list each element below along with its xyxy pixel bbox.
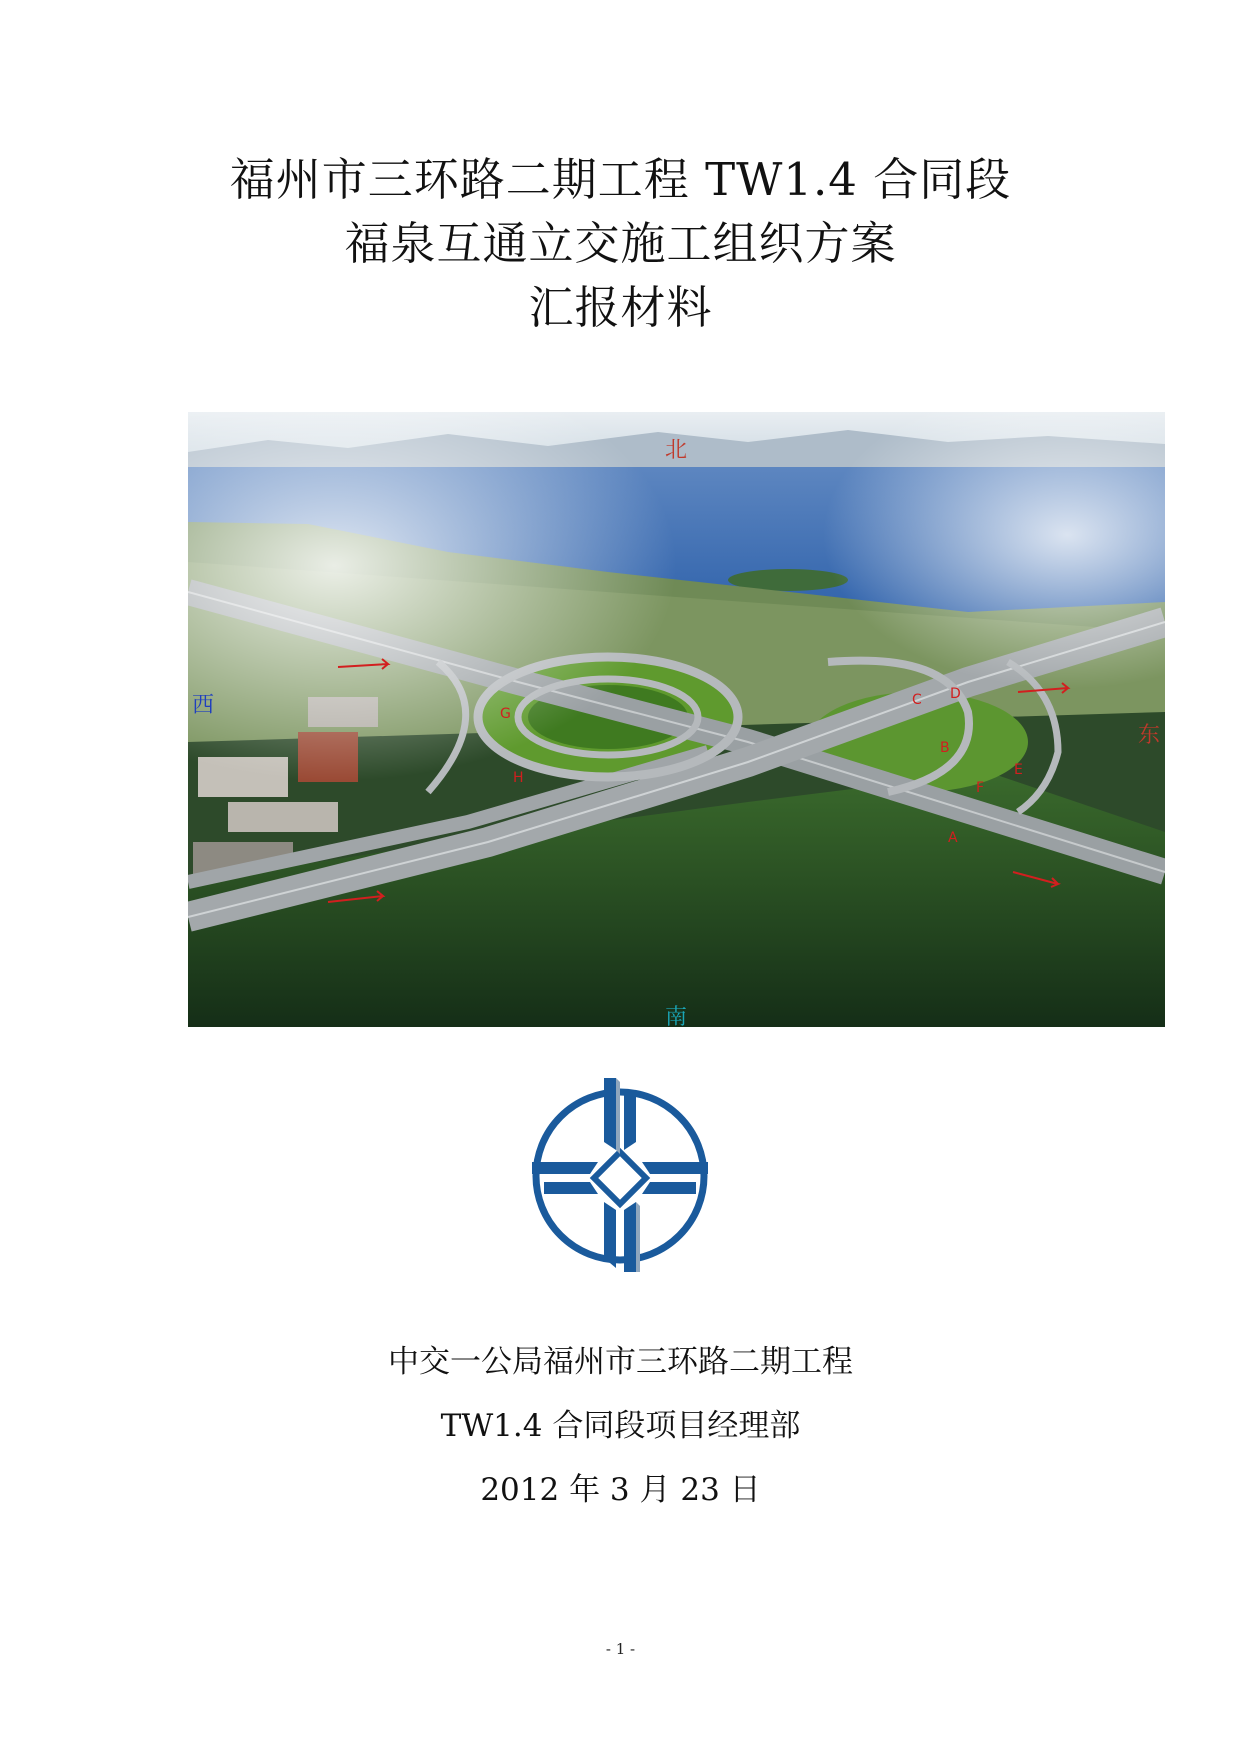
title-line-3: 汇报材料 [528,281,713,334]
organization-line: 中交一公局福州市三环路二期工程 [388,1344,853,1380]
ramp-label-e: E [1014,762,1023,778]
cover-title [0,148,1241,340]
compass-south: 南 [664,1005,688,1027]
interchange-aerial-image [188,412,1165,1027]
title-line-1: 福州市三环路二期工程 TW1.4 合同段 [229,153,1012,206]
department-line: TW1.4 合同段项目经理部 [440,1408,801,1444]
ramp-label-g: G [500,706,511,722]
ramp-label-f: F [976,780,985,796]
ramp-label-d: D [950,686,961,702]
compass-west: 西 [192,693,215,718]
company-logo [520,1072,720,1272]
title-line-2: 福泉互通立交施工组织方案 [344,217,897,270]
ccccltd-cross-logo-icon [520,1072,720,1272]
ramp-label-b: B [940,740,950,756]
date-line: 2012 年 3 月 23 日 [480,1472,761,1508]
page-number: - 1 - [605,1640,636,1658]
compass-north: 北 [664,438,688,463]
cover-footer [0,1330,1241,1522]
ramp-label-h: H [513,770,524,786]
ramp-label-c: C [912,692,922,708]
ramp-label-a: A [948,830,958,846]
compass-east: 东 [1138,723,1161,748]
